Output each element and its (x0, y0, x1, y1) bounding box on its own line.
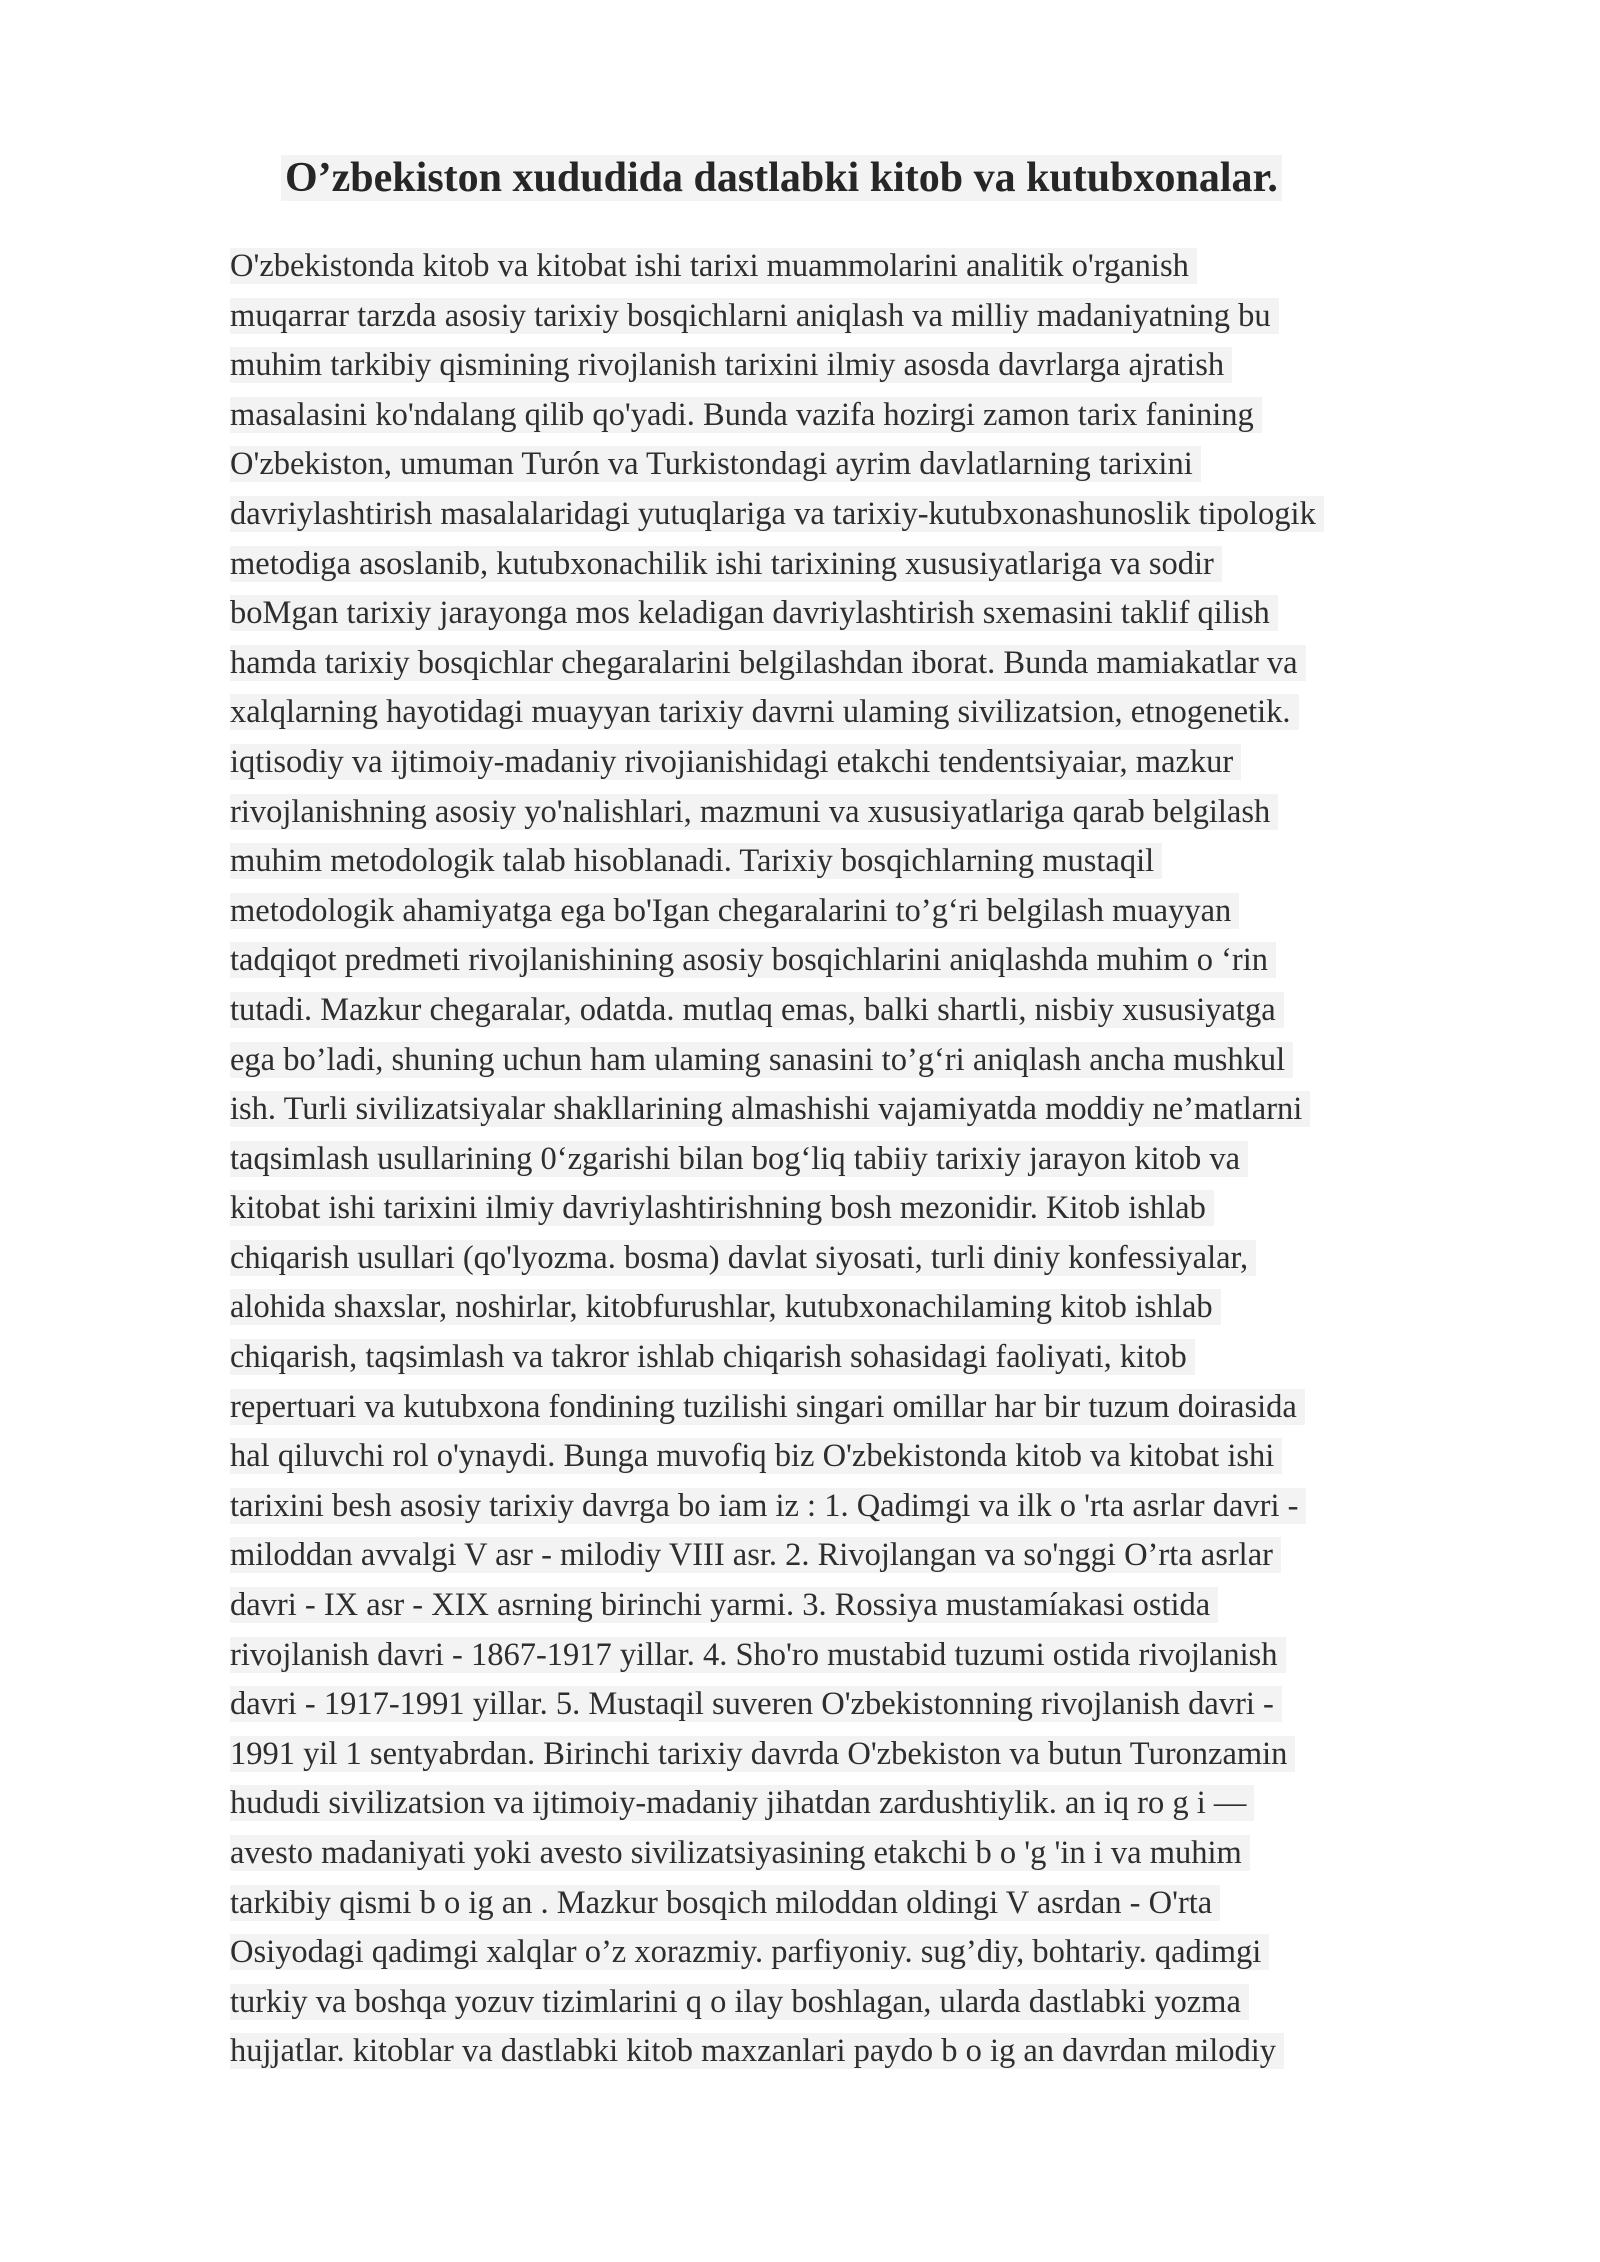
text-line (230, 589, 1530, 639)
text-line (230, 540, 1530, 590)
text-line (230, 1581, 1530, 1631)
text-line-content: davri - 1917-1991 yillar. 5. Mustaqil suveren O'zbekistonning rivojlanish davri - (230, 1686, 1282, 1722)
text-line-content: ega bo’ladi, shuning uchun ham ulaming sanasini to’g‘ri aniqlash ancha mushkul (230, 1042, 1293, 1078)
text-line (230, 1036, 1530, 1086)
text-line-content: tutadi. Mazkur chegaralar, odatda. mutlaq emas, balki shartli, nisbiy xususiyatga (230, 992, 1284, 1028)
text-line-content: muhim tarkibiy qismining rivojlanish tarixini ilmiy asosda davrlarga ajratish (230, 347, 1232, 383)
text-line (230, 936, 1530, 986)
text-line-content: boMgan tarixiy jarayonga mos keladigan davriylashtirish sxemasini taklif qilish (230, 595, 1278, 631)
text-line (230, 639, 1530, 689)
text-line (230, 738, 1530, 788)
text-line (230, 1482, 1530, 1532)
text-line (230, 1283, 1530, 1333)
text-line-content: O'zbekiston, umuman Turón va Turkistondagi ayrim davlatlarning tarixini (230, 446, 1201, 482)
text-line-content: chiqarish usullari (qo'lyozma. bosma) davlat siyosati, turli diniy konfessiyalar, (230, 1240, 1256, 1276)
text-line-content: muhim metodologik talab hisoblanadi. Tarixiy bosqichlarning mustaqil (230, 843, 1162, 879)
text-line (230, 688, 1530, 738)
document-title (281, 150, 1282, 206)
text-line-content: muqarrar tarzda asosiy tarixiy bosqichlarni aniqlash va milliy madaniyatning bu (230, 298, 1279, 334)
text-line (230, 1928, 1530, 1978)
text-line-content: taqsimlash usullarining 0‘zgarishi bilan bog‘liq tabiiy tarixiy jarayon kitob va (230, 1141, 1248, 1177)
text-line-content: tadqiqot predmeti rivojlanishining asosiy bosqichlarini aniqlashda muhim o ‘rin (230, 942, 1276, 978)
text-line (230, 1184, 1530, 1234)
text-line-content: metodologik ahamiyatga ega bo'Igan chegaralarini to’g‘ri belgilash muayyan (230, 893, 1239, 929)
text-line-content: davri - IX asr - XIX asrning birinchi yarmi. 3. Rossiya mustamíakasi ostida (230, 1587, 1218, 1623)
text-line (230, 1383, 1530, 1433)
text-line-content: miloddan avvalgi V asr - milodiy VIII asr. 2. Rivojlangan va so'nggi O’rta asrlar (230, 1537, 1281, 1573)
text-line-content: tarkibiy qismi b o ig an . Mazkur bosqich miloddan oldingi V asrdan - O'rta (230, 1885, 1220, 1921)
text-line-content: rivojlanishning asosiy yo'nalishlari, mazmuni va xususiyatlariga qarab belgilash (230, 794, 1278, 830)
text-line-content: metodiga asoslanib, kutubxonachilik ishi tarixining xususiyatlariga va sodir (230, 546, 1222, 582)
text-line (230, 1234, 1530, 1284)
text-line-content: Osiyodagi qadimgi xalqlar o’z xorazmiy. parfiyoniy. sug’diy, bohtariy. qadimgi (230, 1934, 1269, 1970)
text-line (230, 1631, 1530, 1681)
text-line (230, 1680, 1530, 1730)
text-line (230, 887, 1530, 937)
text-line (230, 391, 1530, 441)
text-line (230, 341, 1530, 391)
document-body (230, 242, 1530, 2077)
text-line (230, 292, 1530, 342)
text-line-content: hujjatlar. kitoblar va dastlabki kitob maxzanlari paydo b o ig an davrdan milodiy (230, 2033, 1284, 2069)
text-line (230, 440, 1530, 490)
text-line-content: masalasini ko'ndalang qilib qo'yadi. Bunda vazifa hozirgi zamon tarix fanining (230, 397, 1262, 433)
text-line-content: hal qiluvchi rol o'ynaydi. Bunga muvofiq biz O'zbekistonda kitob va kitobat ishi (230, 1438, 1282, 1474)
text-line (230, 1135, 1530, 1185)
text-line-content: chiqarish, taqsimlash va takror ishlab chiqarish sohasidagi faoliyati, kitob (230, 1339, 1195, 1375)
text-line (230, 1333, 1530, 1383)
text-line-content: rivojlanish davri - 1867-1917 yillar. 4. Sho'ro mustabid tuzumi ostida rivojlanish (230, 1637, 1286, 1673)
text-line (230, 1432, 1530, 1482)
text-line-content: hamda tarixiy bosqichlar chegaralarini belgilashdan iborat. Bunda mamiakatlar va (230, 645, 1306, 681)
document-title-text: O’zbekiston xududida dastlabki kitob va kutubxonalar. (281, 155, 1282, 201)
text-line (230, 2027, 1530, 2077)
text-line-content: davriylashtirish masalalaridagi yutuqlariga va tarixiy-kutubxonashunoslik tipologik (230, 496, 1324, 532)
text-line (230, 788, 1530, 838)
text-line (230, 1531, 1530, 1581)
text-line-content: alohida shaxslar, noshirlar, kitobfurushlar, kutubxonachilaming kitob ishlab (230, 1289, 1221, 1325)
text-line (230, 837, 1530, 887)
text-line (230, 1779, 1530, 1829)
text-line (230, 1829, 1530, 1879)
text-line-content: xalqlarning hayotidagi muayyan tarixiy davrni ulaming sivilizatsion, etnogenetik. (230, 694, 1299, 730)
text-line (230, 242, 1530, 292)
text-line-content: hududi sivilizatsion va ijtimoiy-madaniy jihatdan zardushtiylik. an iq ro g i — (230, 1785, 1254, 1821)
text-line (230, 1085, 1530, 1135)
text-line-content: O'zbekistonda kitob va kitobat ishi tarixi muammolarini analitik o'rganish (230, 248, 1197, 284)
text-line-content: turkiy va boshqa yozuv tizimlarini q o ilay boshlagan, ularda dastlabki yozma (230, 1984, 1249, 2020)
text-line (230, 986, 1530, 1036)
text-line (230, 1730, 1530, 1780)
text-line-content: repertuari va kutubxona fondining tuzilishi singari omillar har bir tuzum doirasida (230, 1389, 1305, 1425)
text-line-content: iqtisodiy va ijtimoiy-madaniy rivojianishidagi etakchi tendentsiyaiar, mazkur (230, 744, 1241, 780)
text-line-content: avesto madaniyati yoki avesto sivilizatsiyasining etakchi b o 'g 'in i va muhim (230, 1835, 1250, 1871)
text-line-content: 1991 yil 1 sentyabrdan. Birinchi tarixiy davrda O'zbekiston va butun Turonzamin (230, 1736, 1295, 1772)
text-line-content: tarixini besh asosiy tarixiy davrga bo iam iz : 1. Qadimgi va ilk o 'rta asrlar davri - (230, 1488, 1306, 1524)
text-line-content: ish. Turli sivilizatsiyalar shakllarining almashishi vajamiyatda moddiy ne’matlarni (230, 1091, 1310, 1127)
text-line (230, 1879, 1530, 1929)
text-line-content: kitobat ishi tarixini ilmiy davriylashtirishning bosh mezonidir. Kitob ishlab (230, 1190, 1214, 1226)
text-line (230, 490, 1530, 540)
text-line (230, 1978, 1530, 2028)
